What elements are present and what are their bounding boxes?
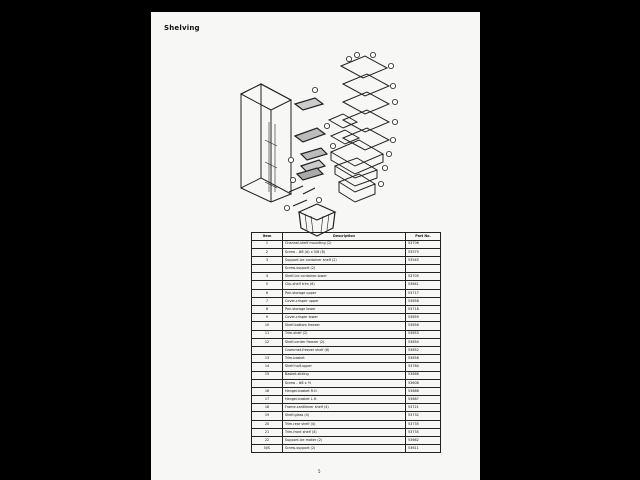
table-row xyxy=(252,338,441,346)
table-row xyxy=(252,371,441,379)
item-number-cell: 18 xyxy=(252,404,283,412)
item-number-cell: 15 xyxy=(252,371,283,379)
refrigerator-cabinet-illustration xyxy=(241,84,291,202)
item-number-cell: 22 xyxy=(252,437,283,445)
part-number-cell: 53721 xyxy=(406,404,441,412)
description-cell: Shelf-bottom freezer xyxy=(283,322,406,330)
table-row xyxy=(252,330,441,338)
item-number-cell: 13 xyxy=(252,355,283,363)
description-cell: Trim-front shelf (4) xyxy=(283,428,406,436)
description-cell: Screw-support (2) xyxy=(283,445,406,453)
page-number: 5 xyxy=(318,469,321,474)
table-row xyxy=(252,445,441,453)
description-cell: Cover-crisper upper xyxy=(283,297,406,305)
part-number-cell xyxy=(406,265,441,273)
table-row xyxy=(252,412,441,420)
description-cell: Screw - #8 x ½ xyxy=(283,379,406,387)
part-number-cell: 53686 xyxy=(406,387,441,395)
description-cell: Trim-shelf (2) xyxy=(283,330,406,338)
item-number-cell xyxy=(252,346,283,354)
description-cell: Channel-shelf mounting (2) xyxy=(283,240,406,248)
part-number-cell: 53653 xyxy=(406,330,441,338)
item-number-cell: 16 xyxy=(252,387,283,395)
item-number-cell: 17 xyxy=(252,396,283,404)
description-cell: Hanger-basket L.H. xyxy=(283,396,406,404)
table-row xyxy=(252,387,441,395)
table-row xyxy=(252,363,441,371)
item-number-cell xyxy=(252,265,283,273)
part-number-cell: 53659 xyxy=(406,314,441,322)
part-number-cell: 53732 xyxy=(406,412,441,420)
parts-table-body xyxy=(252,240,441,453)
table-row xyxy=(252,265,441,273)
part-number-cell: 53666 xyxy=(406,371,441,379)
table-row xyxy=(252,273,441,281)
part-number-cell: 53717 xyxy=(406,289,441,297)
item-number-cell: 10 xyxy=(252,322,283,330)
table-row xyxy=(252,240,441,248)
table-row xyxy=(252,306,441,314)
table-row xyxy=(252,404,441,412)
description-cell: Screw - #8 (A) x 5/8 (8) xyxy=(283,248,406,256)
item-number-cell: 19 xyxy=(252,412,283,420)
table-row xyxy=(252,437,441,445)
part-number-cell: 53641 xyxy=(406,281,441,289)
description-cell: Frame-cantilever shelf (4) xyxy=(283,404,406,412)
item-number-cell: 20 xyxy=(252,420,283,428)
table-header-row xyxy=(252,233,441,241)
part-number-cell: 53656 xyxy=(406,322,441,330)
item-number-cell: 14 xyxy=(252,363,283,371)
table-row xyxy=(252,355,441,363)
description-cell: Shelf-half-upper xyxy=(283,363,406,371)
table-row xyxy=(252,248,441,256)
description-cell: Basket-sliding xyxy=(283,371,406,379)
item-number-cell: 2 xyxy=(252,248,283,256)
table-row xyxy=(252,256,441,264)
table-row xyxy=(252,396,441,404)
table-row xyxy=(252,428,441,436)
parts-table xyxy=(251,232,441,453)
part-number-cell: 53652 xyxy=(406,346,441,354)
part-number-cell: 53706 xyxy=(406,240,441,248)
item-number-cell: 21 xyxy=(252,428,283,436)
item-number-cell: 8 xyxy=(252,306,283,314)
item-number-cell: 11 xyxy=(252,330,283,338)
part-number-cell: 53662 xyxy=(406,437,441,445)
description-cell: Clip-shelf trim (6) xyxy=(283,281,406,289)
part-number-cell: 53658 xyxy=(406,355,441,363)
column-header-description: Description xyxy=(283,233,406,241)
description-cell: Cover-crisper lower xyxy=(283,314,406,322)
item-number-cell: 6 xyxy=(252,289,283,297)
part-number-cell: 53705 xyxy=(406,273,441,281)
item-number-cell: 7 xyxy=(252,297,283,305)
description-cell: Support-ice maker (2) xyxy=(283,437,406,445)
table-row xyxy=(252,314,441,322)
description-cell: Shelf-center freezer (2) xyxy=(283,338,406,346)
item-number-cell: 4 xyxy=(252,273,283,281)
table-row xyxy=(252,289,441,297)
description-cell: Shelf-ice container-lower xyxy=(283,273,406,281)
part-number-cell: 53687 xyxy=(406,396,441,404)
column-header-part-number: Part No. xyxy=(406,233,441,241)
part-number-cell: 53735 xyxy=(406,428,441,436)
description-cell: Screw-support (2) xyxy=(283,265,406,273)
part-number-cell: 53608 xyxy=(406,379,441,387)
item-number-cell: 1 xyxy=(252,240,283,248)
description-cell: Grommet-freezer shelf (6) xyxy=(283,346,406,354)
page-title: Shelving xyxy=(164,24,200,32)
description-cell: Pan-storage lower xyxy=(283,306,406,314)
description-cell: Trim-basket xyxy=(283,355,406,363)
table-row xyxy=(252,379,441,387)
part-number-cell: 53611 xyxy=(406,445,441,453)
description-cell: Pan-storage upper xyxy=(283,289,406,297)
part-number-cell: 53575 xyxy=(406,248,441,256)
item-number-cell: 12 xyxy=(252,338,283,346)
description-cell: Support-ice container shelf (2) xyxy=(283,256,406,264)
item-number-cell: 3 xyxy=(252,256,283,264)
part-number-cell: 53658 xyxy=(406,297,441,305)
part-number-cell: 53718 xyxy=(406,306,441,314)
part-number-cell: 53735 xyxy=(406,420,441,428)
table-row xyxy=(252,297,441,305)
part-number-cell: 53545 xyxy=(406,256,441,264)
item-number-cell: N/S xyxy=(252,445,283,453)
table-row xyxy=(252,281,441,289)
description-cell: Shelf-glass (4) xyxy=(283,412,406,420)
description-cell: Hanger-basket R.H. xyxy=(283,387,406,395)
table-row xyxy=(252,322,441,330)
parts-list-page xyxy=(151,12,480,480)
description-cell: Trim-rear shelf (4) xyxy=(283,420,406,428)
item-number-cell: 5 xyxy=(252,281,283,289)
column-header-item: Item xyxy=(252,233,283,241)
item-number-cell xyxy=(252,379,283,387)
part-number-cell: 53784 xyxy=(406,363,441,371)
table-row xyxy=(252,420,441,428)
part-number-cell: 53654 xyxy=(406,338,441,346)
table-row xyxy=(252,346,441,354)
item-number-cell: 9 xyxy=(252,314,283,322)
exploded-parts-diagram xyxy=(231,42,471,242)
